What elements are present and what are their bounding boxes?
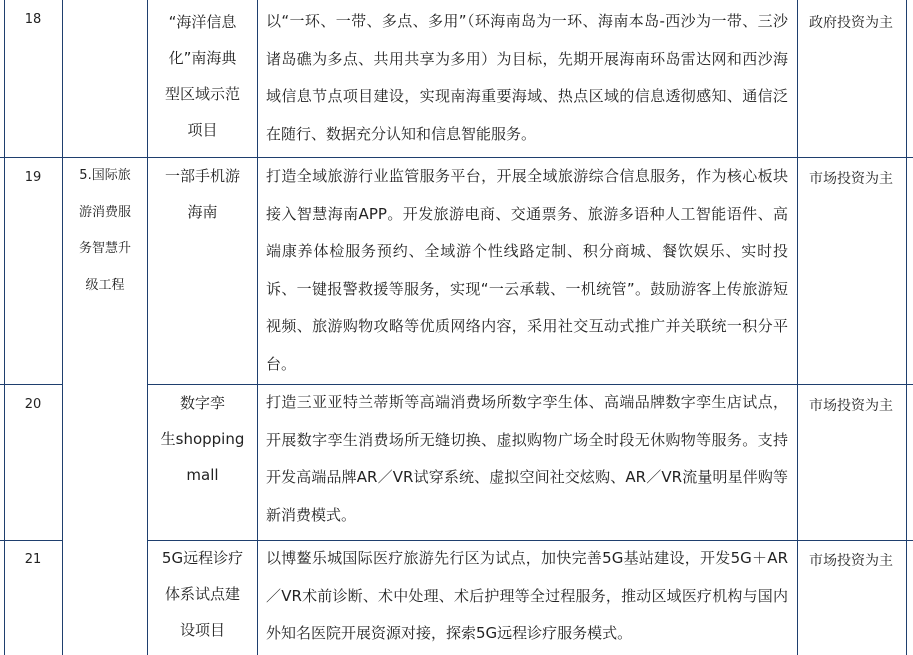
column-divider	[906, 0, 907, 655]
project-name-line: 5G远程诊疗	[161, 549, 244, 567]
category-name-line: 游消费服	[78, 204, 131, 220]
project-name	[148, 385, 257, 493]
project-name-line: 型区域示范	[164, 85, 240, 103]
project-description: 打造三亚亚特兰蒂斯等高端消费场所数字孪生体、高端品牌数字孪生店试点，开展数字孪生消费场所无缝切换、虚拟购物广场全时段无休购物等服务。支持开发高端品牌AR／VR试穿系统、虚拟空间社交炫购、AR／VR流量明星伴购等新消费模式。	[266, 393, 788, 524]
project-name-line: 生shopping	[160, 430, 245, 448]
project-name-line: 体系试点建	[164, 585, 240, 603]
investment-mode: 市场投资为主	[809, 171, 893, 187]
project-name-line: 化”南海典	[168, 49, 237, 67]
project-description: 以博鳌乐城国际医疗旅游先行区为试点，加快完善5G基站建设，开发5G＋AR／VR术前诊断、术中处理、术后护理等全过程服务，推动区域医疗机构与国内外知名医院开展资源对接，探索5G远程诊疗服务模式。	[266, 549, 788, 642]
project-name-line: 设项目	[179, 621, 225, 639]
project-name	[148, 540, 257, 648]
project-name	[148, 4, 257, 148]
investment-mode: 政府投资为主	[809, 15, 893, 31]
row-number: 19	[24, 170, 42, 185]
project-name-line: 海南	[187, 203, 218, 221]
category-name-line: 5.国际旅	[79, 168, 131, 183]
column-divider	[62, 0, 63, 655]
project-name-line: 数字孪	[179, 394, 225, 412]
project-description: 打造全域旅游行业监管服务平台，开展全域旅游综合信息服务，作为核心板块接入智慧海南APP。开发旅游电商、交通票务、旅游多语种人工智能语件、高端康养体检服务预约、全域游个性线路定制、积分商城、餐饮娱乐、实时投诉、一键报警救援等服务，实现“一云承载、一机统管”。鼓励游客上传旅游短视频、旅游购物攻略等优质网络内容，采用社交互动式推广并关联统一积分平台。	[266, 167, 788, 373]
project-name-line: 项目	[187, 121, 218, 139]
column-divider	[257, 0, 258, 655]
investment-mode: 市场投资为主	[809, 553, 893, 569]
category-name-line: 务智慧升	[78, 241, 131, 256]
row-number: 20	[24, 397, 42, 412]
category-name	[63, 158, 147, 304]
project-name-line: “海洋信息	[168, 13, 237, 31]
row-divider	[0, 540, 62, 541]
row-divider	[0, 384, 62, 385]
row-number: 21	[24, 552, 42, 567]
column-divider	[797, 0, 798, 655]
row-number: 18	[24, 12, 42, 27]
investment-mode: 市场投资为主	[809, 398, 893, 414]
project-description: 以“一环、一带、多点、多用”（环海南岛为一环、海南本岛-西沙为一带、三沙诸岛礁为多点、共用共享为多用）为目标，先期开展海南环岛雷达网和西沙海域信息节点项目建设，实现南海重要海域、热点区域的信息透彻感知、通信泛在随行、数据充分认知和信息智能服务。	[266, 12, 788, 143]
project-name	[148, 158, 257, 230]
project-name-line: mall	[186, 466, 219, 484]
category-name-line: 级工程	[85, 277, 125, 293]
project-name-line: 一部手机游	[164, 167, 240, 185]
